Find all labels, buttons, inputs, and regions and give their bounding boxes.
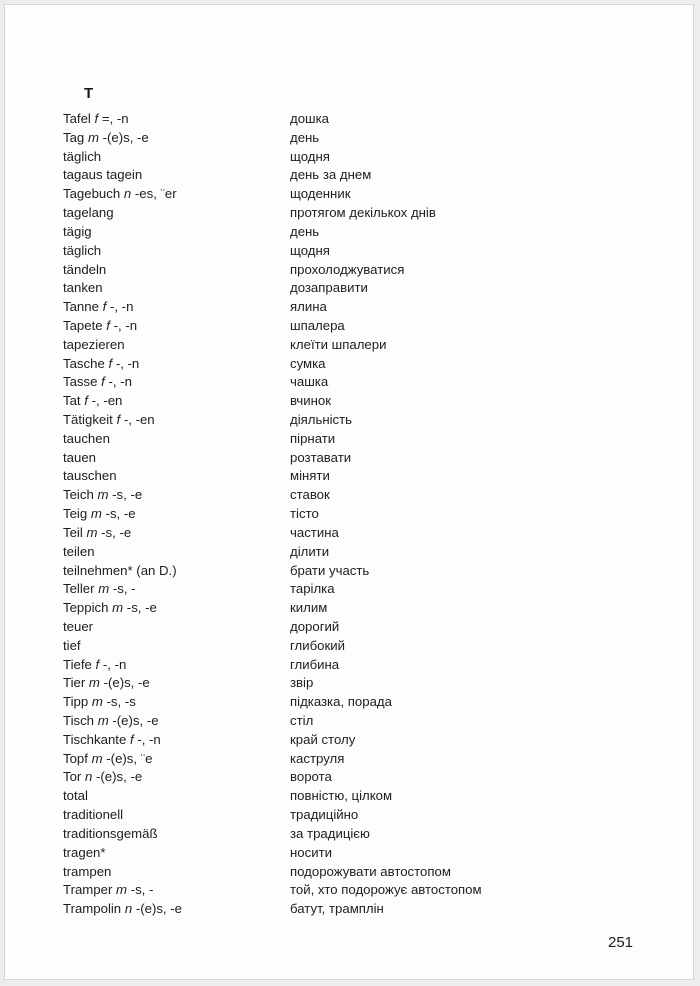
list-item <box>5 110 693 129</box>
german-headword <box>63 900 182 919</box>
ukrainian-translation: килим <box>290 600 328 616</box>
inflection-forms: -s, -e <box>112 487 143 503</box>
german-headword <box>63 467 117 486</box>
inflection-forms: -s, -e <box>126 600 157 616</box>
german-headword <box>63 881 153 900</box>
ukrainian-translation: дорогий <box>290 618 340 634</box>
headword-text: traditionsgemäß <box>63 825 158 841</box>
grammatical-gender: f <box>95 656 100 672</box>
german-headword <box>63 787 88 806</box>
headword-text: tändeln <box>63 261 107 277</box>
ukrainian-translation: традиційно <box>290 807 359 823</box>
german-headword <box>63 279 103 298</box>
headword-text: tief <box>63 637 81 653</box>
headword-text: Tagebuch <box>63 186 121 202</box>
ukrainian-translation: тарілка <box>290 581 335 597</box>
ukrainian-translation: діяльність <box>290 412 353 427</box>
inflection-forms: -s, - <box>112 581 136 597</box>
ukrainian-translation: подорожувати автостопом <box>290 863 451 879</box>
headword-text: Tischkante <box>63 731 127 747</box>
list-item <box>5 166 693 185</box>
headword-text: traditionell <box>63 807 124 823</box>
list-item <box>5 336 693 355</box>
ukrainian-translation: ставок <box>290 487 330 503</box>
german-headword <box>63 317 137 336</box>
ukrainian-translation: ділити <box>290 543 330 559</box>
grammatical-gender: m <box>97 713 109 728</box>
grammatical-gender: m <box>91 750 103 766</box>
list-item <box>5 787 693 806</box>
ukrainian-translation: щодня <box>290 148 330 164</box>
german-headword <box>63 806 123 825</box>
headword-text: Tiefe <box>63 656 92 672</box>
german-headword <box>63 148 101 167</box>
list-item <box>5 618 693 637</box>
list-item <box>5 656 693 675</box>
headword-text: Teil <box>63 524 83 540</box>
list-item <box>5 580 693 599</box>
grammatical-gender: f <box>101 374 105 390</box>
german-headword <box>63 731 161 750</box>
list-item <box>5 317 693 336</box>
list-item <box>5 449 693 468</box>
ukrainian-translation: шпалера <box>290 317 345 333</box>
german-headword <box>63 430 110 449</box>
ukrainian-translation: розтавати <box>290 449 352 465</box>
ukrainian-translation: каструля <box>290 750 345 766</box>
list-item <box>5 298 693 317</box>
german-headword <box>63 693 136 712</box>
section-letter: T <box>84 85 94 102</box>
german-headword <box>63 298 133 317</box>
ukrainian-translation: щоденник <box>290 186 351 202</box>
grammatical-gender: m <box>98 581 110 597</box>
ukrainian-translation: тісто <box>290 506 319 522</box>
inflection-forms: -s, -e <box>101 524 132 540</box>
german-headword <box>63 562 177 581</box>
headword-text: Tat <box>63 393 81 409</box>
german-headword <box>63 712 159 731</box>
list-item <box>5 599 693 618</box>
german-headword <box>63 674 150 693</box>
headword-text: tägig <box>63 223 92 239</box>
ukrainian-translation: ворота <box>290 769 332 785</box>
inflection-forms: -(e)s, -e <box>103 675 150 691</box>
inflection-forms: -s, -s <box>106 694 136 710</box>
headword-text: tanken <box>63 280 103 296</box>
german-headword <box>63 599 157 618</box>
german-headword <box>63 242 101 261</box>
grammatical-gender: m <box>87 129 99 145</box>
grammatical-gender: f <box>108 355 113 371</box>
headword-text: tauen <box>63 449 97 465</box>
inflection-forms: -, -en <box>91 393 123 409</box>
german-headword <box>63 261 106 280</box>
headword-text: Tafel <box>63 111 91 126</box>
page-number: 251 <box>608 934 634 951</box>
german-headword <box>63 750 152 769</box>
list-item <box>5 806 693 825</box>
list-item <box>5 261 693 280</box>
grammatical-gender: m <box>112 600 124 616</box>
list-item <box>5 129 693 148</box>
inflection-forms: -(e)s, -e <box>96 769 143 785</box>
headword-text: total <box>63 788 88 804</box>
list-item <box>5 768 693 787</box>
ukrainian-translation: край столу <box>290 731 356 747</box>
headword-text: tapezieren <box>63 336 125 352</box>
list-item <box>5 750 693 769</box>
ukrainian-translation: прохолоджуватися <box>290 261 405 277</box>
ukrainian-translation: день за днем <box>290 167 372 183</box>
list-item <box>5 900 693 919</box>
headword-text: Tasche <box>63 355 105 371</box>
grammatical-gender: f <box>106 317 110 333</box>
german-headword <box>63 656 126 675</box>
german-headword <box>63 844 106 863</box>
headword-text: Tor <box>63 769 82 785</box>
headword-text: teuer <box>63 618 94 634</box>
ukrainian-translation: повністю, цілком <box>290 788 393 804</box>
german-headword <box>63 543 95 562</box>
headword-text: Tag <box>63 129 85 145</box>
headword-text: Tramper <box>63 882 113 898</box>
ukrainian-translation: день <box>290 223 320 239</box>
ukrainian-translation: ялина <box>290 299 327 315</box>
ukrainian-translation: носити <box>290 844 332 860</box>
inflection-forms: -, -n <box>109 299 134 315</box>
list-item <box>5 223 693 242</box>
headword-text: trampen <box>63 863 112 879</box>
headword-text: Tapete <box>63 317 103 333</box>
german-headword <box>63 825 158 844</box>
headword-text: Tasse <box>63 374 98 390</box>
headword-text: tragen* <box>63 844 106 860</box>
list-item <box>5 185 693 204</box>
inflection-forms: -s, -e <box>105 506 136 522</box>
german-headword <box>63 863 111 882</box>
headword-text: teilen <box>63 543 95 559</box>
german-headword <box>63 524 131 543</box>
ukrainian-translation: дошка <box>290 111 330 126</box>
headword-text: Tätigkeit <box>63 412 113 427</box>
list-item <box>5 881 693 900</box>
ukrainian-translation: батут, трамплін <box>290 901 384 917</box>
grammatical-gender: m <box>91 694 103 710</box>
grammatical-gender: n <box>124 901 133 917</box>
ukrainian-translation: за традицією <box>290 825 370 841</box>
german-headword <box>63 449 96 468</box>
headword-text: tauchen <box>63 430 110 446</box>
german-headword <box>63 185 177 204</box>
grammatical-gender: f <box>84 393 88 409</box>
list-item <box>5 505 693 524</box>
german-headword <box>63 580 136 599</box>
grammatical-gender: f <box>94 111 99 126</box>
german-headword <box>63 166 142 185</box>
inflection-forms: -(e)s, -e <box>135 901 182 917</box>
german-headword <box>63 637 81 656</box>
ukrainian-translation: сумка <box>290 355 326 371</box>
grammatical-gender: f <box>116 412 121 427</box>
ukrainian-translation: міняти <box>290 468 330 484</box>
headword-text: Teig <box>63 506 88 522</box>
inflection-forms: -, -n <box>115 355 140 371</box>
inflection-forms: -(e)s, -e <box>112 713 159 728</box>
grammatical-gender: n <box>85 769 93 785</box>
inflection-forms: -, -n <box>108 374 132 390</box>
headword-text: Tipp <box>63 694 89 710</box>
list-item <box>5 825 693 844</box>
inflection-forms: -, -n <box>113 317 138 333</box>
list-item <box>5 844 693 863</box>
list-item <box>5 279 693 298</box>
inflection-forms: -(e)s, ¨e <box>106 750 153 766</box>
list-item <box>5 486 693 505</box>
list-item <box>5 693 693 712</box>
german-headword <box>63 411 155 430</box>
headword-text: Teich <box>63 487 94 503</box>
ukrainian-translation: звір <box>290 675 314 691</box>
inflection-forms: =, -n <box>101 111 129 126</box>
german-headword <box>63 355 139 374</box>
german-headword <box>63 223 92 242</box>
headword-text: Tier <box>63 675 86 691</box>
list-item <box>5 430 693 449</box>
headword-text: Teller <box>63 581 95 597</box>
list-item <box>5 373 693 392</box>
grammatical-gender: f <box>129 731 134 747</box>
ukrainian-translation: той, хто подорожує автостопом <box>290 882 482 898</box>
grammatical-gender: m <box>116 882 128 898</box>
list-item <box>5 637 693 656</box>
headword-text: Topf <box>63 750 88 766</box>
headword-text: Tisch <box>63 713 95 728</box>
ukrainian-translation: чашка <box>290 374 329 390</box>
headword-text: täglich <box>63 242 102 258</box>
ukrainian-translation: пірнати <box>290 430 336 446</box>
list-item <box>5 148 693 167</box>
headword-text: tagelang <box>63 205 114 221</box>
list-item <box>5 467 693 486</box>
inflection-forms: -s, - <box>130 882 154 898</box>
ukrainian-translation: день <box>290 129 320 145</box>
ukrainian-translation: глибина <box>290 656 340 672</box>
inflection-forms: -, -n <box>137 731 161 747</box>
headword-text: Tanne <box>63 299 99 315</box>
ukrainian-translation: щодня <box>290 242 330 258</box>
german-headword <box>63 768 142 787</box>
grammatical-gender: f <box>102 299 107 315</box>
ukrainian-translation: частина <box>290 524 339 540</box>
ukrainian-translation: брати участь <box>290 562 370 578</box>
inflection-forms: -, -en <box>123 412 155 427</box>
list-item <box>5 242 693 261</box>
ukrainian-translation: клеїти шпалери <box>290 336 387 352</box>
german-headword <box>63 110 129 129</box>
headword-text: Teppich <box>63 600 109 616</box>
german-headword <box>63 392 122 411</box>
list-item <box>5 392 693 411</box>
grammatical-gender: m <box>97 487 109 503</box>
ukrainian-translation: підказка, порада <box>290 694 392 710</box>
list-item <box>5 731 693 750</box>
grammatical-gender: m <box>90 506 102 522</box>
german-headword <box>63 204 114 223</box>
list-item <box>5 674 693 693</box>
list-item <box>5 543 693 562</box>
list-item <box>5 562 693 581</box>
headword-text: täglich <box>63 148 102 164</box>
grammatical-gender: n <box>123 186 132 202</box>
list-item <box>5 411 693 430</box>
list-item <box>5 712 693 731</box>
list-item <box>5 863 693 882</box>
ukrainian-translation: протягом декількох днів <box>290 205 436 221</box>
inflection-forms: -, -n <box>102 656 127 672</box>
list-item <box>5 524 693 543</box>
list-item <box>5 355 693 374</box>
inflection-forms: -(e)s, -e <box>102 129 149 145</box>
entry-list <box>5 110 693 919</box>
ukrainian-translation: стіл <box>290 713 314 728</box>
headword-text: tagaus tagein <box>63 167 143 183</box>
grammatical-gender: m <box>86 524 98 540</box>
german-headword <box>63 505 136 524</box>
german-headword <box>63 618 93 637</box>
ukrainian-translation: дозаправити <box>290 280 368 296</box>
headword-text: teilnehmen* (an D.) <box>63 562 177 578</box>
german-headword <box>63 373 132 392</box>
dictionary-page <box>4 4 694 980</box>
german-headword <box>63 486 142 505</box>
inflection-forms: -es, ¨er <box>134 186 177 202</box>
headword-text: tauschen <box>63 468 117 484</box>
list-item <box>5 204 693 223</box>
ukrainian-translation: глибокий <box>290 637 345 653</box>
german-headword <box>63 129 149 148</box>
ukrainian-translation: вчинок <box>290 393 332 409</box>
german-headword <box>63 336 125 355</box>
grammatical-gender: m <box>88 675 100 691</box>
headword-text: Trampolin <box>63 901 122 917</box>
